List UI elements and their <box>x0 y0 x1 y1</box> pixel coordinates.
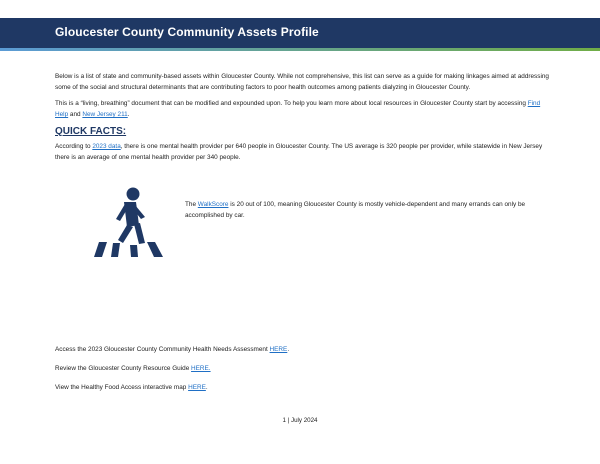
2023-data-link[interactable]: 2023 data <box>92 143 121 150</box>
resource-guide-here-link[interactable]: HERE. <box>191 365 211 372</box>
new-jersey-211-link[interactable]: New Jersey 211 <box>82 111 128 118</box>
find-help-link[interactable]: Find Help <box>55 100 541 118</box>
page-title: Gloucester County Community Assets Profile <box>55 25 319 39</box>
mental-health-fact: According to 2023 data, there is one mental health provider per 640 people in Gloucester County. The US average is 320 people per provider, while statewide in New Jersey there is an average of one mental health provider per 340 people. <box>55 143 543 161</box>
intro-paragraph-resources: This is a “living, breathing” document that can be modified and expounded upon. To help you learn more about local resources in Gloucester County start by accessing Find Help and New Jersey 211. <box>55 100 541 118</box>
page-footer: 1 | July 2024 <box>282 417 318 424</box>
header-stripe <box>0 48 600 51</box>
intro-paragraph: Below is a list of state and community-based assets within Gloucester County. While not comprehensive, this list can serve as a guide for making linkages aimed at addressing some of the social and structural determinants that are contributing factors to poor health outcomes among patients dialyzing in Gloucester County. <box>55 73 549 91</box>
walkscore-row <box>55 181 555 261</box>
header-bar <box>0 18 600 48</box>
quick-facts-heading: QUICK FACTS: <box>55 126 127 137</box>
resource-guide-line: Review the Gloucester County Resource Guide HERE. <box>55 365 211 372</box>
walkscore-fact: The WalkScore is 20 out of 100, meaning Gloucester County is mostly vehicle-dependent and many errands can only be accomplished by car. <box>185 201 526 219</box>
chna-line: Access the 2023 Gloucester County Community Health Needs Assessment HERE. <box>55 346 290 353</box>
food-access-here-link[interactable]: HERE <box>188 384 206 391</box>
walkscore-link[interactable]: WalkScore <box>197 201 229 208</box>
resource-links <box>55 344 555 401</box>
pedestrian-crosswalk-icon <box>93 187 165 261</box>
main-content <box>55 71 555 261</box>
food-access-line: View the Healthy Food Access interactive map HERE. <box>55 384 208 391</box>
chna-here-link[interactable]: HERE <box>269 346 288 353</box>
